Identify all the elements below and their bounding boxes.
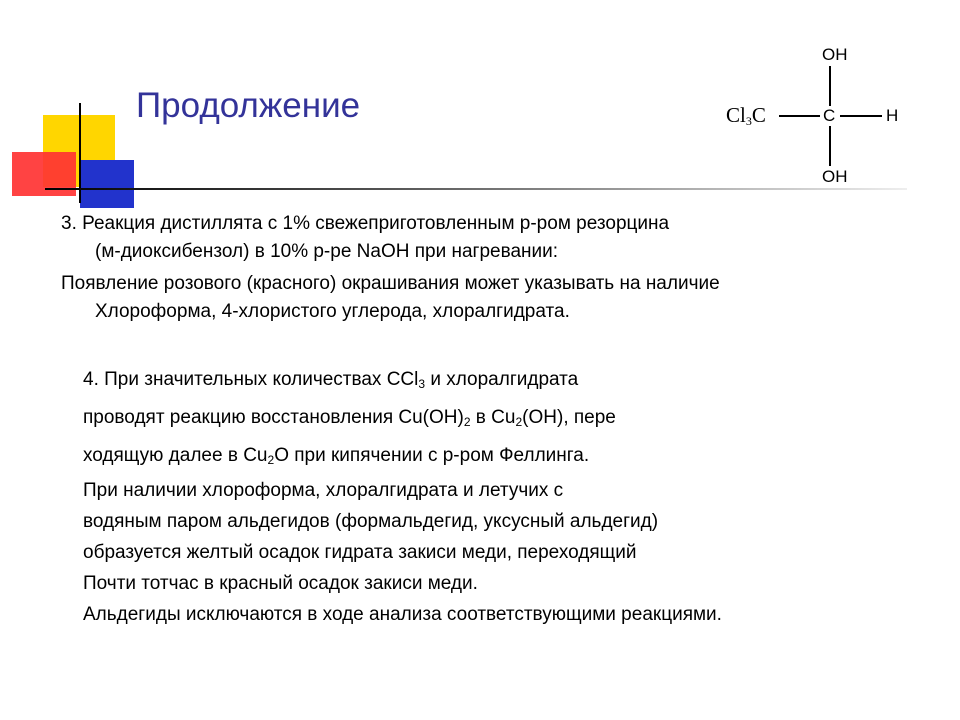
section-4-line-7: Почти тотчас в красный осадок закиси меди. bbox=[83, 573, 478, 594]
slide-title: Продолжение bbox=[136, 86, 361, 125]
formula-bond-right bbox=[840, 115, 882, 117]
section-4-line-1: 4. При значительных количествах CCl$_3$ и хлоралгидрата bbox=[83, 369, 579, 391]
formula-top-group: OH bbox=[822, 45, 848, 64]
formula-center-atom: C bbox=[823, 106, 836, 125]
section-3-line-2: (м-диоксибензол) в 10% р-ре NaOH при нагревании: bbox=[95, 241, 559, 262]
formula-bottom-group: OH bbox=[822, 167, 848, 186]
section-3-result-line-1: Появление розового (красного) окрашивания может указывать на наличие bbox=[61, 273, 720, 294]
formula-bond-up bbox=[829, 66, 831, 106]
formula-bond-down bbox=[829, 126, 831, 166]
section-3-line-1: 3. Реакция дистиллята с 1% свежеприготовленным р-ром резорцина bbox=[61, 213, 670, 234]
title-underline bbox=[45, 188, 907, 190]
section-4-line-2: проводят реакцию восстановления $Cu(OH)_2$ в $Cu_2(OH)$, пере bbox=[83, 407, 616, 429]
section-4-line-3: ходящую далее в $Cu_2O$ при кипячении с р-ром Феллинга. bbox=[83, 445, 590, 467]
formula-right-group: H bbox=[886, 106, 899, 125]
section-4-line-8: Альдегиды исключаются в ходе анализа соответствующими реакциями. bbox=[83, 604, 722, 625]
section-4-line-6: образуется желтый осадок гидрата закиси меди, переходящий bbox=[83, 542, 637, 563]
formula-left-group: $Cl_3C$ bbox=[726, 103, 766, 128]
section-3-result bbox=[61, 270, 921, 326]
section-3-text bbox=[61, 210, 921, 266]
section-4-line-4: При наличии хлороформа, хлоралгидрата и летучих с bbox=[83, 480, 564, 501]
section-4-line-5: водяным паром альдегидов (формальдегид, уксусный альдегид) bbox=[83, 511, 659, 532]
section-3-result-line-2: Хлороформа, 4-хлористого углерода, хлоралгидрата. bbox=[95, 301, 570, 322]
formula-bond-left bbox=[779, 115, 820, 117]
decor-blue-square bbox=[80, 160, 134, 208]
